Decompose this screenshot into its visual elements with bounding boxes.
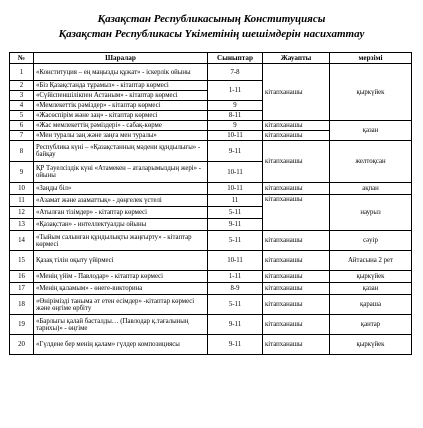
table-row [10,295,412,315]
row-responsible: кітапханашы [263,335,330,355]
row-time: қараша [330,295,412,315]
row-time: қазан [330,121,412,141]
row-grade: 7-8 [208,64,263,81]
table-header-row [10,53,412,64]
row-event: «Тыйым салынған құндылықты жаңғырту» - кітаптар көрмесі [34,231,208,251]
row-event: «Азамат және азаматтық» - дөңгелек үстелі [34,195,208,207]
row-responsible: кітапханашы [263,251,330,271]
row-time: желтоқсан [330,141,412,183]
table-row [10,231,412,251]
table-row [10,271,412,283]
row-no: 11 [10,195,34,207]
header-no: № [10,53,34,64]
row-event: «Қазақстан» - интеллектуалды ойыны [34,219,208,231]
row-time: қантар [330,315,412,335]
row-responsible: кітапханашы [263,64,330,121]
row-event: ҚР Тәуелсіздік күні «Атамекен – аталарымыздың жері» - ойыны [34,162,208,183]
row-grade: 5-11 [208,295,263,315]
row-time: ақпан [330,183,412,195]
row-event: «Гүлдене бер менің қалам» гүлдер композициясы [34,335,208,355]
row-event: «Өнірімізді таныма әт етен есімдер» -кітаптар көрмесі және өңгіме өрбіту [34,295,208,315]
document-title: Қазақстан Республикасының Конституциясы [97,13,326,25]
row-event: «Мен туралы заң және заңға мен туралы» [34,131,208,141]
row-no: 5 [10,111,34,121]
row-time: қыркүйек [330,335,412,355]
row-no: 20 [10,335,34,355]
row-no: 10 [10,183,34,195]
table-row [10,251,412,271]
row-responsible: кітапханашы [263,295,330,315]
row-grade: 11 [208,195,263,207]
row-event: «Конституция – ең маңызды құжат» - іскерлік ойыны [34,64,208,81]
table-row [10,183,412,195]
row-time: наурыз [330,195,412,231]
row-time: Айтасына 2 рет [330,251,412,271]
row-event: «Біз Қазақстанда тұрамыз» - кітаптар көрмесі [34,81,208,91]
row-grade: 9-11 [208,141,263,162]
row-event: «Менің қаламым» - өнеге-викторина [34,283,208,295]
row-grade: 10-11 [208,183,263,195]
events-table [9,52,412,355]
row-no: 8 [10,141,34,162]
row-responsible: кітапханашы [263,271,330,283]
row-grade: 5-11 [208,207,263,219]
table-row [10,315,412,335]
row-grade: 8-11 [208,111,263,121]
row-responsible: кітапханашы [263,315,330,335]
row-no: 7 [10,131,34,141]
row-event: «Мемлекеттік рәміздер» - кітаптар көрмесі [34,101,208,111]
table-row [10,335,412,355]
table-row [10,141,412,162]
table-row [10,64,412,81]
row-grade: 10-11 [208,131,263,141]
row-event: Республика күні – «Қазақстанның мәдени құндылығы» - байқау [34,141,208,162]
table-row [10,195,412,207]
row-event: «Атылған тізімдер» - кітаптар көрмесі [34,207,208,219]
row-time: қыркүйек [330,271,412,283]
row-no: 13 [10,219,34,231]
row-grade: 9 [208,101,263,111]
row-time: қыркүйек [330,64,412,121]
header-grade: Сыныптар [208,53,263,64]
row-event: «Сүйіспеншілікпен Астаным» - кітаптар көрмесі [34,91,208,101]
row-responsible: кітапханашы [263,141,330,183]
row-event: «Менің үйім - Павлодар» - кітаптар көрмесі [34,271,208,283]
row-no: 2 [10,81,34,91]
row-grade: 9-11 [208,219,263,231]
row-grade: 10-11 [208,162,263,183]
row-event: «Жасөспірім және заң» - кітаптар көрмесі [34,111,208,121]
row-no: 18 [10,295,34,315]
document-subtitle: Қазақстан Республикасы Үкіметінің шешімдерін насихаттау [58,28,365,40]
row-time: сәуір [330,231,412,251]
row-responsible: кітапханашы [263,131,330,141]
row-grade: 10-11 [208,251,263,271]
row-event: «Барлығы қалай басталды… (Павлодар қ.тағалының тарихы)» - өңгіме [34,315,208,335]
table-row [10,121,412,131]
row-no: 4 [10,101,34,111]
table-row [10,283,412,295]
row-grade: 9-11 [208,335,263,355]
header-time: мерзімі [330,53,412,64]
row-no: 16 [10,271,34,283]
row-time: қазан [330,283,412,295]
row-responsible: кітапханашы [263,195,330,231]
row-no: 15 [10,251,34,271]
row-grade: 9 [208,121,263,131]
row-grade: 1-11 [208,271,263,283]
row-no: 12 [10,207,34,219]
row-grade: 8-9 [208,283,263,295]
row-grade: 5-11 [208,231,263,251]
row-grade: 1-11 [208,81,263,101]
row-no: 3 [10,91,34,101]
row-event: Қазақ тілін оқыту үйірмесі [34,251,208,271]
row-no: 17 [10,283,34,295]
row-responsible: кітапханашы [263,283,330,295]
row-no: 9 [10,162,34,183]
row-responsible: кітапханашы [263,231,330,251]
row-no: 14 [10,231,34,251]
row-grade: 9-11 [208,315,263,335]
row-event: «Жас мемлекеттің рәміздері» - сабақ-көрме [34,121,208,131]
row-no: 6 [10,121,34,131]
row-no: 1 [10,64,34,81]
header-responsible: Жауапты [263,53,330,64]
header-event: Шаралар [34,53,208,64]
row-responsible: кітапханашы [263,183,330,195]
row-responsible: кітапханашы [263,121,330,131]
row-no: 19 [10,315,34,335]
row-event: «Заңды біл» [34,183,208,195]
